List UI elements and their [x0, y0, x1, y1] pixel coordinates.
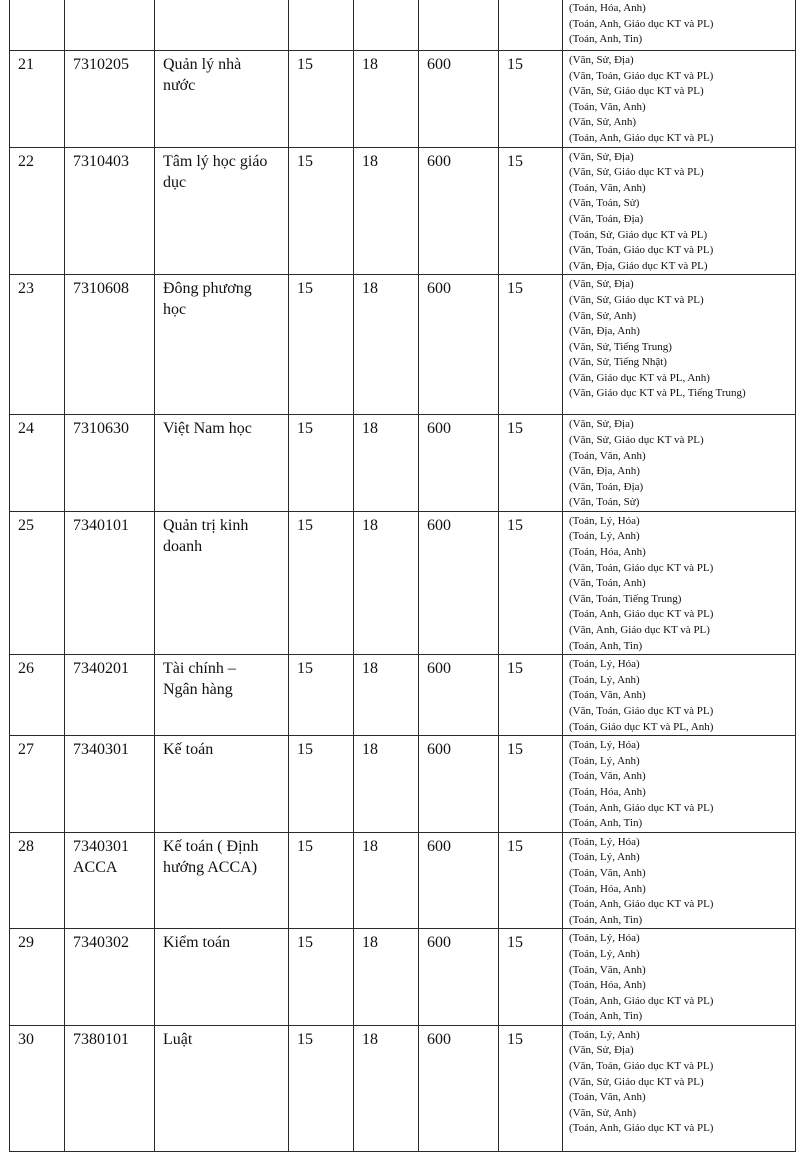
score-cell-v4: 15 — [499, 415, 563, 512]
score-cell-v4: 15 — [499, 511, 563, 654]
table-row — [10, 415, 796, 512]
subject-combination: (Toán, Văn, Anh) — [569, 770, 646, 783]
subject-combination: (Toán, Văn, Anh) — [569, 100, 646, 113]
major-code-cell — [65, 929, 155, 1026]
major-name-cell — [155, 1025, 289, 1151]
subject-combination: (Toán, Lý, Anh) — [569, 851, 640, 864]
subject-combination: (Toán, Sử, Giáo dục KT và PL) — [569, 228, 708, 241]
subject-combination: (Văn, Toán, Giáo dục KT và PL) — [569, 561, 714, 574]
subject-combination: (Văn, Sử, Địa) — [569, 418, 634, 431]
subject-combinations-cell — [563, 51, 796, 148]
row-number-cell: 25 — [10, 511, 65, 654]
subject-combination: (Văn, Sử, Giáo dục KT và PL) — [569, 85, 704, 98]
major-code-line: 7340201 — [73, 660, 129, 678]
major-name-line: hướng ACCA) — [163, 858, 258, 876]
major-name-line: Kiểm toán — [163, 934, 231, 952]
subject-combination: (Văn, Sử, Tiếng Nhật) — [569, 356, 667, 369]
subject-combination: (Văn, Toán, Giáo dục KT và PL) — [569, 705, 714, 717]
major-code-line: 7310608 — [73, 280, 129, 298]
score-cell-v1 — [289, 0, 354, 51]
subject-combination: (Văn, Sử, Giáo dục KT và PL) — [569, 1075, 704, 1088]
score-cell-v4: 15 — [499, 275, 563, 415]
table-row — [10, 929, 796, 1026]
score-cell-v3 — [419, 0, 499, 51]
major-name-line: Việt Nam học — [163, 420, 252, 438]
score-cell-v3: 600 — [419, 832, 499, 929]
major-code-line: 7310403 — [73, 152, 129, 170]
subject-combination: (Toán, Hóa, Anh) — [569, 2, 646, 14]
subject-combination: (Toán, Lý, Anh) — [569, 673, 640, 686]
major-name-cell — [155, 0, 289, 51]
major-name-line: Luật — [163, 1030, 193, 1048]
score-cell-v1: 15 — [289, 275, 354, 415]
score-cell-v2: 18 — [354, 736, 419, 833]
score-cell-v4: 15 — [499, 929, 563, 1026]
subject-combination: (Toán, Anh, Tin) — [569, 33, 643, 46]
subject-combination: (Toán, Lý, Anh) — [569, 1028, 640, 1041]
major-name-cell — [155, 832, 289, 929]
row-number-cell: 22 — [10, 147, 65, 275]
score-cell-v2: 18 — [354, 655, 419, 736]
subject-combination: (Toán, Văn, Anh) — [569, 181, 646, 194]
subject-combination: (Toán, Lý, Anh) — [569, 947, 640, 960]
subject-combination: (Văn, Địa, Anh) — [569, 465, 640, 478]
score-cell-v1: 15 — [289, 655, 354, 736]
score-cell-v1: 15 — [289, 511, 354, 654]
row-number-cell — [10, 0, 65, 51]
table-row — [10, 655, 796, 736]
subject-combination: (Toán, Lý, Hóa) — [569, 514, 640, 527]
major-name-line: Đông phương — [163, 280, 252, 298]
score-cell-v4: 15 — [499, 736, 563, 833]
row-number-cell: 30 — [10, 1025, 65, 1151]
major-name-line: Tâm lý học giáo — [163, 152, 268, 170]
score-cell-v1: 15 — [289, 415, 354, 512]
subject-combination: (Toán, Anh, Giáo dục KT và PL) — [569, 608, 714, 621]
subject-combination: (Toán, Anh, Giáo dục KT và PL) — [569, 898, 714, 911]
major-name-line: Tài chính – — [163, 660, 236, 678]
major-name-line: doanh — [163, 537, 203, 555]
major-name-line: nước — [163, 77, 196, 94]
table-body — [10, 0, 796, 1151]
major-name-cell — [155, 415, 289, 512]
subject-combination: (Toán, Lý, Hóa) — [569, 835, 640, 848]
major-name-line: dục — [163, 173, 187, 191]
row-number-cell: 26 — [10, 655, 65, 736]
subject-combination: (Toán, Anh, Giáo dục KT và PL) — [569, 801, 714, 814]
score-cell-v2 — [354, 0, 419, 51]
subject-combination: (Toán, Anh, Tin) — [569, 1010, 643, 1023]
subject-combination: (Toán, Anh, Tin) — [569, 817, 643, 830]
subject-combination: (Toán, Anh, Giáo dục KT và PL) — [569, 1122, 714, 1135]
score-cell-v4: 15 — [499, 1025, 563, 1151]
major-name-line: Kế toán — [163, 741, 214, 759]
subject-combination: (Toán, Lý, Anh) — [569, 530, 640, 543]
subject-combination: (Toán, Văn, Anh) — [569, 963, 646, 976]
major-code-cell — [65, 147, 155, 275]
subject-combination: (Văn, Giáo dục KT và PL, Tiếng Trung) — [569, 387, 746, 400]
subject-combination: (Toán, Anh, Tin) — [569, 913, 643, 926]
row-number-cell: 27 — [10, 736, 65, 833]
subject-combination: (Văn, Sử, Địa) — [569, 278, 634, 291]
score-cell-v3: 600 — [419, 51, 499, 148]
major-code-line: 7340302 — [73, 934, 129, 952]
major-code-line: 7310205 — [73, 56, 129, 73]
major-code-line: 7310630 — [73, 420, 129, 438]
subject-combination: (Văn, Toán, Giáo dục KT và PL) — [569, 1060, 714, 1073]
subject-combination: (Toán, Lý, Hóa) — [569, 739, 640, 752]
table-row — [10, 1025, 796, 1151]
score-cell-v4: 15 — [499, 655, 563, 736]
subject-combination: (Văn, Toán, Giáo dục KT và PL) — [569, 69, 714, 82]
subject-combinations-cell — [563, 736, 796, 833]
major-code-cell — [65, 0, 155, 51]
subject-combination: (Văn, Sử, Anh) — [569, 1106, 637, 1119]
subject-combinations-cell — [563, 415, 796, 512]
subject-combination: (Toán, Lý, Anh) — [569, 754, 640, 767]
subject-combination: (Văn, Toán, Sử) — [569, 496, 640, 509]
subject-combination: (Toán, Hóa, Anh) — [569, 979, 646, 992]
score-cell-v3: 600 — [419, 511, 499, 654]
major-code-cell — [65, 736, 155, 833]
subject-combination: (Văn, Sử, Giáo dục KT và PL) — [569, 293, 704, 306]
major-name-cell — [155, 511, 289, 654]
score-cell-v2: 18 — [354, 511, 419, 654]
subject-combination: (Văn, Địa, Anh) — [569, 325, 640, 338]
major-name-line: Quản lý nhà — [163, 56, 242, 73]
table-row — [10, 736, 796, 833]
major-name-cell — [155, 147, 289, 275]
subject-combination: (Văn, Địa, Giáo dục KT và PL) — [569, 259, 708, 272]
major-code-cell — [65, 832, 155, 929]
subject-combination: (Toán, Anh, Tin) — [569, 639, 643, 652]
score-cell-v3: 600 — [419, 929, 499, 1026]
major-code-cell — [65, 1025, 155, 1151]
subject-combination: (Văn, Toán, Giáo dục KT và PL) — [569, 244, 714, 257]
score-cell-v2: 18 — [354, 929, 419, 1026]
table-row — [10, 275, 796, 415]
score-cell-v2: 18 — [354, 415, 419, 512]
major-name-cell — [155, 655, 289, 736]
score-cell-v1: 15 — [289, 147, 354, 275]
table-row — [10, 51, 796, 148]
subject-combination: (Toán, Hóa, Anh) — [569, 882, 646, 895]
score-cell-v4: 15 — [499, 51, 563, 148]
subject-combinations-cell — [563, 275, 796, 415]
subject-combination: (Văn, Sử, Anh) — [569, 116, 637, 129]
score-cell-v2: 18 — [354, 1025, 419, 1151]
subject-combinations-cell — [563, 511, 796, 654]
row-number-cell: 29 — [10, 929, 65, 1026]
table-row — [10, 832, 796, 929]
subject-combination: (Toán, Văn, Anh) — [569, 449, 646, 462]
score-cell-v2: 18 — [354, 832, 419, 929]
major-name-line: Quản trị kinh — [163, 516, 249, 534]
subject-combination: (Văn, Sử, Địa) — [569, 54, 634, 66]
major-name-cell — [155, 929, 289, 1026]
subject-combination: (Toán, Lý, Hóa) — [569, 658, 640, 671]
score-cell-v1: 15 — [289, 929, 354, 1026]
admission-table — [9, 0, 796, 1152]
subject-combination: (Toán, Anh, Giáo dục KT và PL) — [569, 994, 714, 1007]
major-code-cell — [65, 655, 155, 736]
row-number-cell: 21 — [10, 51, 65, 148]
subject-combination: (Văn, Toán, Sử) — [569, 197, 640, 210]
major-code-cell — [65, 275, 155, 415]
score-cell-v2: 18 — [354, 51, 419, 148]
subject-combination: (Văn, Toán, Địa) — [569, 480, 644, 493]
subject-combination: (Văn, Sử, Anh) — [569, 309, 637, 322]
major-code-line: ACCA — [73, 858, 118, 876]
score-cell-v4: 15 — [499, 147, 563, 275]
subject-combination: (Toán, Hóa, Anh) — [569, 546, 646, 559]
subject-combination: (Văn, Sử, Tiếng Trung) — [569, 340, 672, 353]
row-number-cell: 28 — [10, 832, 65, 929]
major-code-line: 7340301 — [73, 837, 129, 855]
subject-combination: (Toán, Hóa, Anh) — [569, 785, 646, 798]
score-cell-v1: 15 — [289, 1025, 354, 1151]
subject-combinations-cell — [563, 929, 796, 1026]
score-cell-v3: 600 — [419, 275, 499, 415]
subject-combination: (Văn, Toán, Địa) — [569, 212, 644, 225]
score-cell-v1: 15 — [289, 832, 354, 929]
subject-combination: (Toán, Văn, Anh) — [569, 689, 646, 702]
subject-combination: (Văn, Sử, Địa) — [569, 150, 634, 163]
subject-combination: (Toán, Anh, Giáo dục KT và PL) — [569, 131, 714, 144]
subject-combinations-cell — [563, 655, 796, 736]
subject-combinations-cell — [563, 1025, 796, 1151]
score-cell-v3: 600 — [419, 736, 499, 833]
score-cell-v4 — [499, 0, 563, 51]
major-name-line: Ngân hàng — [163, 681, 233, 699]
major-name-line: học — [163, 301, 187, 319]
major-code-line: 7340301 — [73, 741, 129, 759]
subject-combinations-cell — [563, 147, 796, 275]
score-cell-v3: 600 — [419, 415, 499, 512]
score-cell-v3: 600 — [419, 147, 499, 275]
major-code-cell — [65, 415, 155, 512]
score-cell-v3: 600 — [419, 655, 499, 736]
subject-combination: (Toán, Giáo dục KT và PL, Anh) — [569, 720, 714, 733]
major-code-line: 7340101 — [73, 516, 129, 534]
table-row — [10, 511, 796, 654]
major-name-cell — [155, 275, 289, 415]
subject-combination: (Toán, Văn, Anh) — [569, 1091, 646, 1104]
subject-combination: (Văn, Anh, Giáo dục KT và PL) — [569, 624, 710, 637]
subject-combination: (Toán, Anh, Giáo dục KT và PL) — [569, 17, 714, 30]
score-cell-v1: 15 — [289, 736, 354, 833]
row-number-cell: 23 — [10, 275, 65, 415]
major-name-line: Kế toán ( Định — [163, 837, 259, 855]
subject-combination: (Văn, Giáo dục KT và PL, Anh) — [569, 371, 710, 384]
subject-combination: (Văn, Sử, Địa) — [569, 1044, 634, 1057]
major-code-cell — [65, 511, 155, 654]
subject-combination: (Văn, Toán, Tiếng Trung) — [569, 592, 682, 605]
score-cell-v2: 18 — [354, 275, 419, 415]
subject-combination: (Toán, Văn, Anh) — [569, 866, 646, 879]
major-code-line: 7380101 — [73, 1030, 129, 1048]
subject-combinations-cell — [563, 832, 796, 929]
major-name-cell — [155, 51, 289, 148]
major-code-cell — [65, 51, 155, 148]
subject-combination: (Văn, Toán, Anh) — [569, 577, 646, 590]
subject-combination: (Văn, Sử, Giáo dục KT và PL) — [569, 433, 704, 446]
major-name-cell — [155, 736, 289, 833]
subject-combination: (Văn, Sử, Giáo dục KT và PL) — [569, 166, 704, 179]
subject-combinations-cell — [563, 0, 796, 51]
subject-combination: (Toán, Lý, Hóa) — [569, 932, 640, 945]
score-cell-v4: 15 — [499, 832, 563, 929]
table-row — [10, 147, 796, 275]
score-cell-v3: 600 — [419, 1025, 499, 1151]
score-cell-v2: 18 — [354, 147, 419, 275]
score-cell-v1: 15 — [289, 51, 354, 148]
row-number-cell: 24 — [10, 415, 65, 512]
table-row — [10, 0, 796, 51]
